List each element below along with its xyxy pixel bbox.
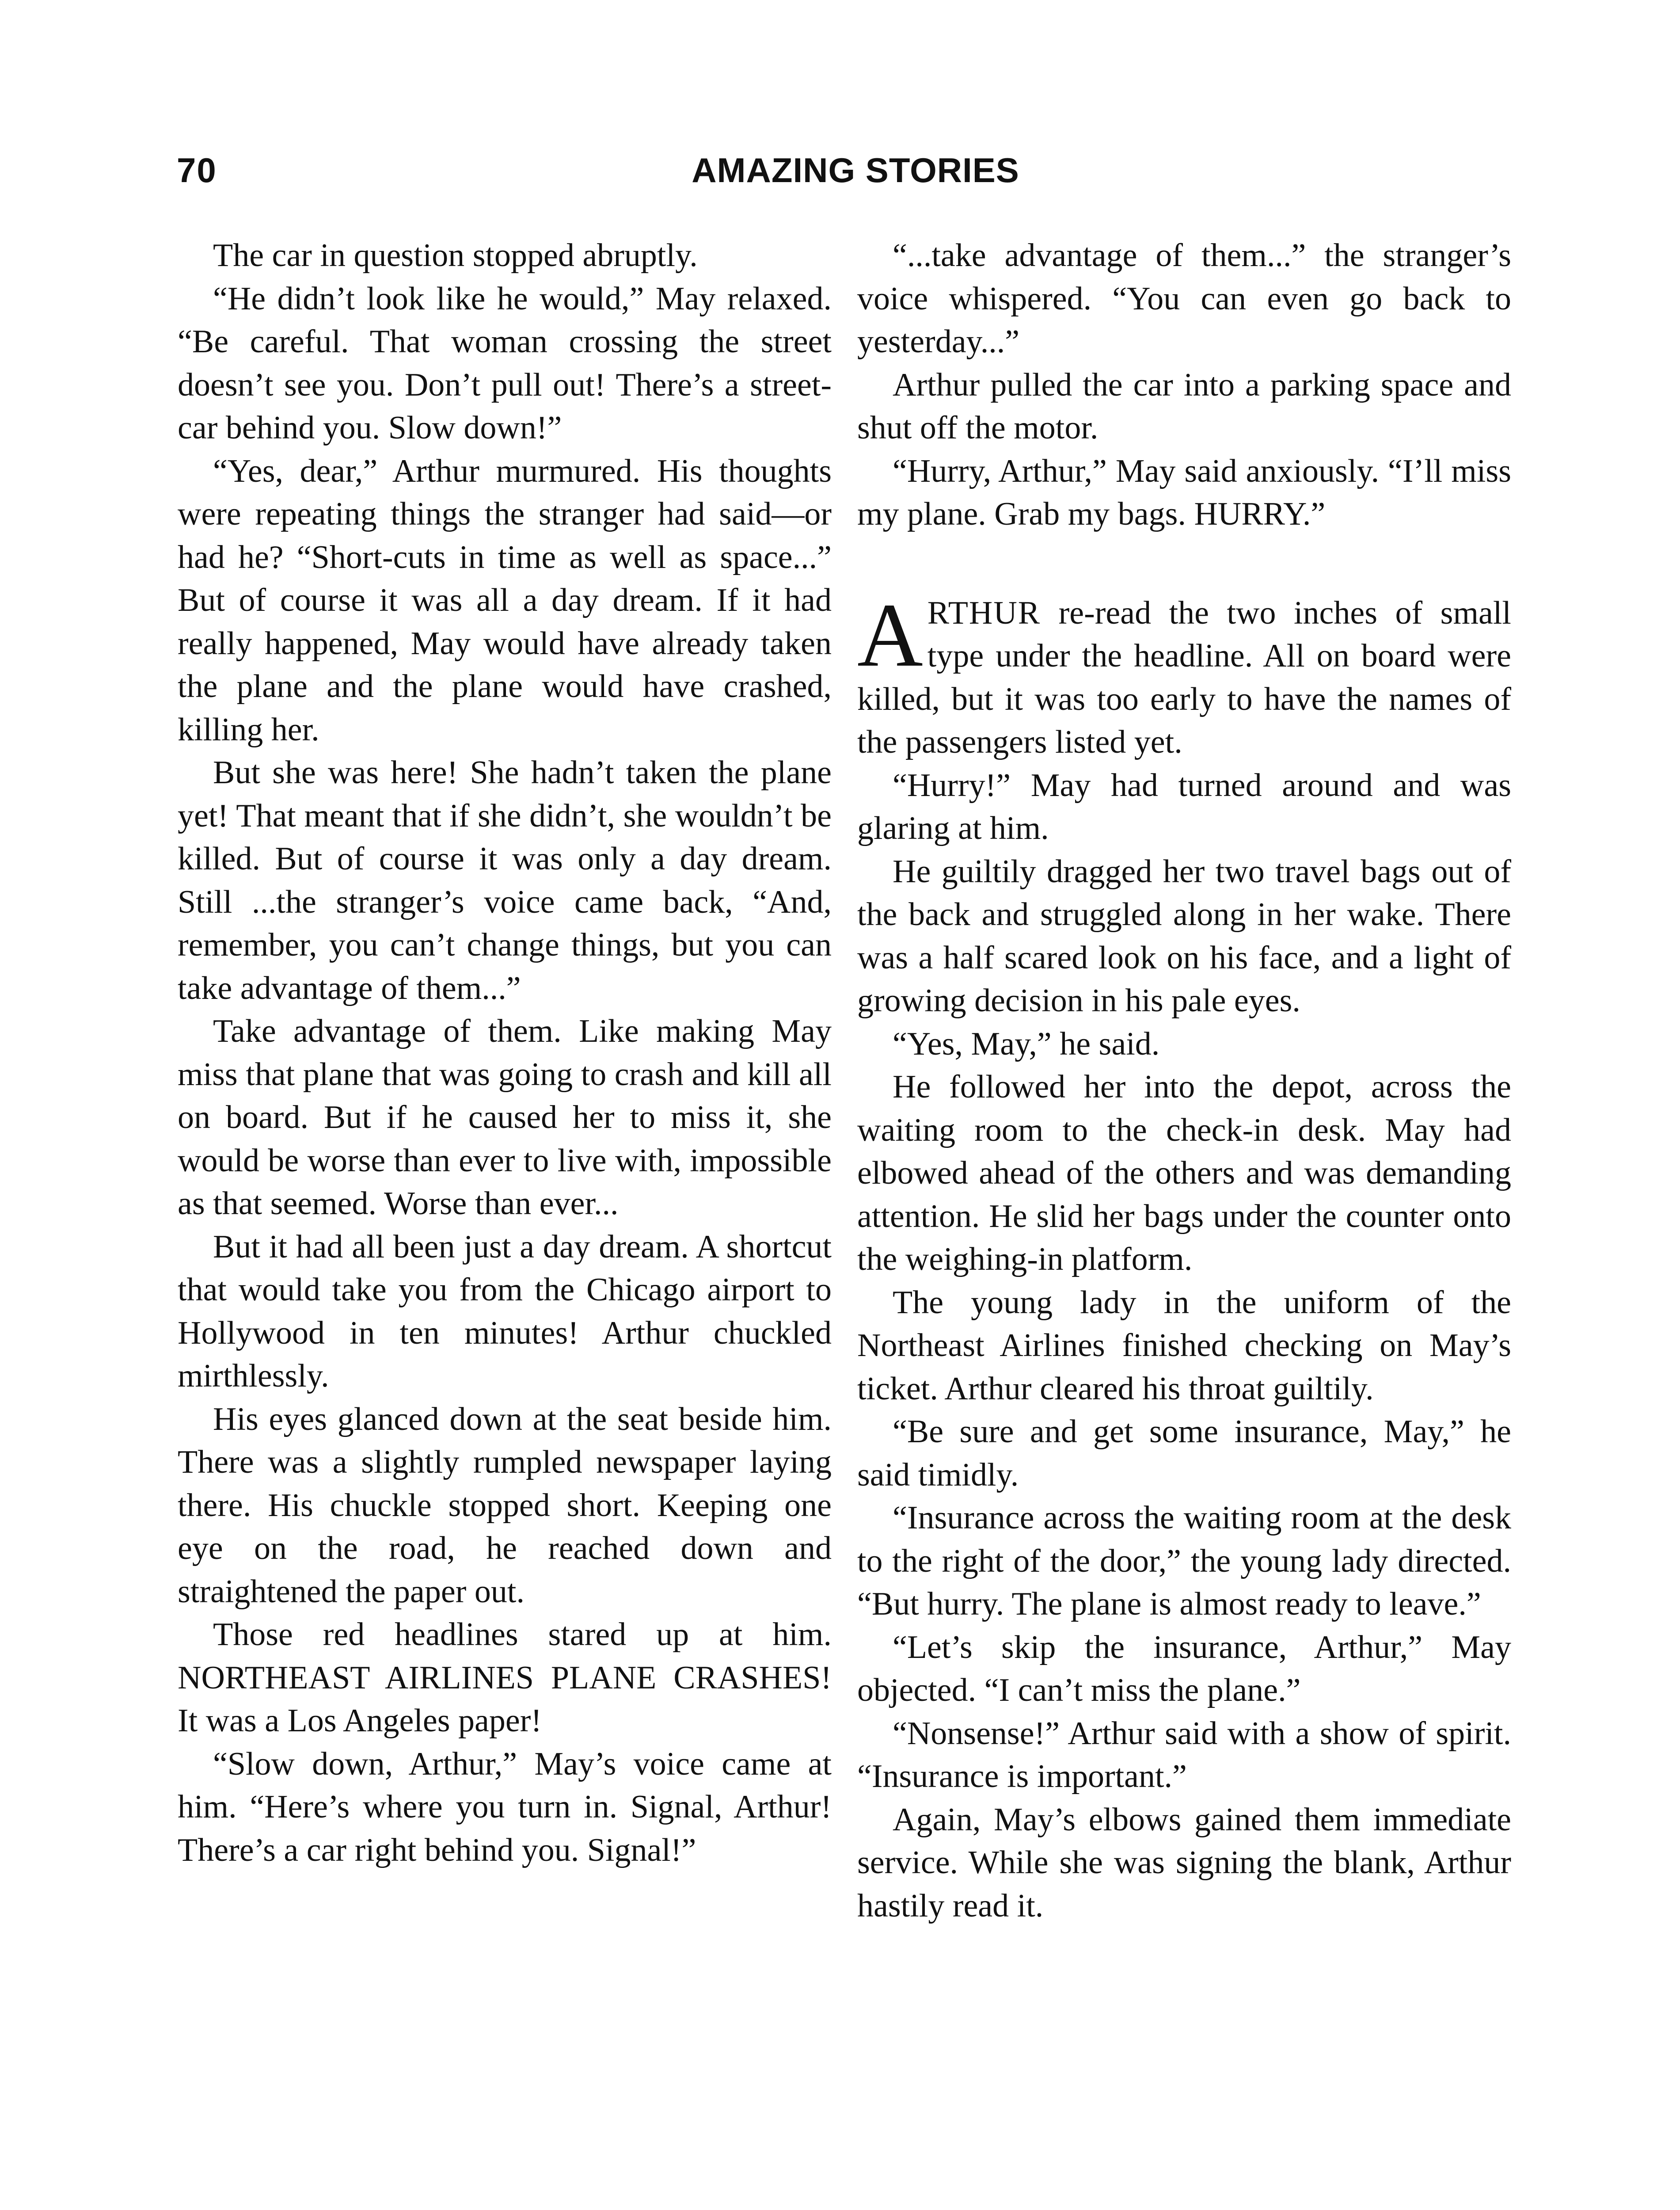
paragraph: “Nonsense!” Arthur said with a show of spirit. “Insurance is important.” bbox=[857, 1715, 1511, 1795]
paragraph: He guiltily dragged her two travel bags out of the back and struggled along in her wake. There was a half scared look on his face, and a light of growing decision in his pale eyes. bbox=[857, 853, 1511, 1019]
paragraph: “Slow down, Arthur,” May’s voice came at him. “Here’s where you turn in. Signal, Arthur! There’s a car right behind you. Signal!” bbox=[178, 1745, 832, 1868]
paragraph: “Insurance across the waiting room at the desk to the right of the door,” the young lady directed. “But hurry. The plane is almost ready to leave.” bbox=[857, 1500, 1511, 1622]
paragraph: “Hurry, Arthur,” May said anxiously. “I’ll miss my plane. Grab my bags. HURRY.” bbox=[857, 453, 1511, 532]
paragraph: But it had all been just a day dream. A shortcut that would take you from the Chicago airport to Hollywood in ten minutes! Arthur chuckled mirthlessly. bbox=[178, 1228, 832, 1394]
paragraph: “Let’s skip the insurance, Arthur,” May objected. “I can’t miss the plane.” bbox=[857, 1629, 1511, 1708]
paragraph: Take advantage of them. Like making May miss that plane that was going to crash and kill all on board. But if he caused her to miss it, she would be worse than ever to live with, impossible as that seemed. Worse than ever... bbox=[178, 1013, 832, 1222]
paragraph: The young lady in the uniform of the Northeast Airlines finished checking on May’s ticket. Arthur cleared his throat guiltily. bbox=[857, 1284, 1511, 1407]
page-number: 70 bbox=[177, 151, 217, 190]
paragraph: The car in question stopped abruptly. bbox=[213, 237, 698, 274]
paragraph: “Be sure and get some insurance, May,” he said timidly. bbox=[857, 1414, 1511, 1493]
paragraph: “Hurry!” May had turned around and was glaring at him. bbox=[857, 767, 1511, 846]
paragraph: “He didn’t look like he would,” May relaxed. “Be careful. That woman crossing the street doesn’t see you. Don’t pull out! There’s a street-car behind you. Slow down!” bbox=[178, 280, 832, 446]
paragraph: Again, May’s elbows gained them immediate service. While she was signing the blank, Arthur hastily read it. bbox=[857, 1801, 1511, 1924]
running-head: AMAZING STORIES bbox=[692, 151, 1019, 190]
paragraph: Arthur pulled the car into a parking space and shut off the motor. bbox=[857, 366, 1511, 446]
section-start-paragraph bbox=[857, 584, 1511, 764]
lead-in-word: RTHUR bbox=[927, 594, 1041, 631]
paragraph: “...take advantage of them...” the stranger’s voice whispered. “You can even go back to yesterday...” bbox=[857, 237, 1511, 360]
right-column bbox=[857, 234, 1511, 1928]
paragraph: But she was here! She hadn’t taken the plane yet! That meant that if she didn’t, she wouldn’t be killed. But of course it was only a day dream. Still ...the stranger’s voice came back, “And, remember, you can’t change things, but you can take advantage of them...” bbox=[178, 754, 832, 1006]
paragraph: He followed her into the depot, across the waiting room to the check-in desk. May had elbowed ahead of the others and was demanding attention. He slid her bags under the counter onto the weighing-in platform. bbox=[857, 1069, 1511, 1277]
paragraph: “Yes, May,” he said. bbox=[893, 1025, 1160, 1062]
paragraph: “Yes, dear,” Arthur murmured. His thoughts were repeating things the stranger had said—or had he? “Short-cuts in time as well as space...” But of course it was all a day dream. If it had really happened, May would have already taken the plane and the plane would have crashed, killing her. bbox=[178, 453, 832, 748]
paragraph: Those red headlines stared up at him. NORTHEAST AIRLINES PLANE CRASHES! It was a Los Angeles paper! bbox=[178, 1616, 832, 1739]
paragraph: His eyes glanced down at the seat beside him. There was a slightly rumpled newspaper laying there. His chuckle stopped short. Keeping one eye on the road, he reached down and straightened the paper out. bbox=[178, 1401, 832, 1610]
section-start-text: re-read the two inches of small type under the headline. All on board were killed, but it was too early to have the names of the passengers listed yet. bbox=[857, 594, 1511, 760]
left-column bbox=[178, 234, 832, 1872]
drop-cap: A bbox=[857, 584, 923, 686]
